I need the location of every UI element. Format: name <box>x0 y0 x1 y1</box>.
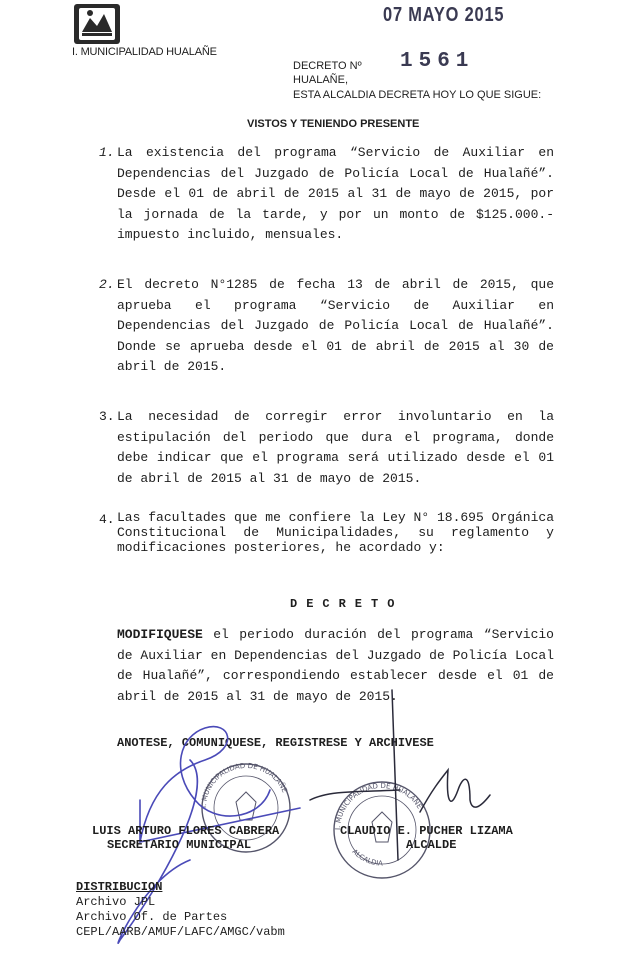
consideration-number: 2. <box>99 277 115 292</box>
decree-resolution <box>117 625 554 707</box>
secretary-name: LUIS ARTURO FLORES CABRERA <box>92 824 280 838</box>
decree-place: HUALAÑE, <box>293 74 349 86</box>
distribution-item: Archivo Of. de Partes <box>76 910 228 924</box>
consideration-text: La necesidad de corregir error involuntario en la estipulación del periodo que dura el programa, donde debe indicar que el programa será utilizado desde el 01 de abril de 2015 al 31 de mayo de 2015. <box>117 409 554 486</box>
decree-heading: DECRETO <box>290 597 404 611</box>
consideration-text: La existencia del programa “Servicio de Auxiliar en Dependencias del Juzgado de Policía Local de Hualañé”. Desde el 01 de abril de 2015 al 31 de mayo de 2015, por la jornada de la tarde, y por un monto de $125.000.- impuesto incluido, mensuales. <box>117 145 554 242</box>
distribution-item: CEPL/AARB/AMUF/LAFC/AMGC/vabm <box>76 925 285 939</box>
decree-body: el periodo duración del programa “Servicio de Auxiliar en Dependencias del Juzgado de Policía Local de Hualañé”, correspondiendo establecer desde el 01 de abril de 2015 al 31 de mayo de 2015. <box>117 627 554 704</box>
mayor-name: CLAUDIO E. PUCHER LIZAMA <box>340 824 513 838</box>
received-date-stamp: 07 MAYO 2015 <box>383 4 505 26</box>
municipality-name: I. MUNICIPALIDAD HUALAÑE <box>72 46 217 58</box>
left-seal-text: I. MUNICIPALIDAD DE HUALAÑE <box>199 761 289 809</box>
svg-text:I. MUNICIPALIDAD DE HUALAÑE <box>334 782 424 830</box>
mayor-title: ALCALDE <box>406 838 457 852</box>
consideration-text: El decreto N°1285 de fecha 13 de abril de 2015, que aprueba el programa “Servicio de Auxiliar en Dependencias del Juzgado de Policía Local de Hualañé”. Donde se aprueba desde el 01 de abril de 2015 al 30 de abril de 2015. <box>117 277 554 374</box>
consideration-number: 1. <box>99 145 115 160</box>
decree-number-value: 1561 <box>400 50 475 73</box>
considerations-heading: VISTOS Y TENIENDO PRESENTE <box>247 118 420 130</box>
decree-intro: ESTA ALCALDIA DECRETA HOY LO QUE SIGUE: <box>293 89 542 101</box>
consideration-number: 4. <box>99 512 115 527</box>
secretary-title: SECRETARIO MUNICIPAL <box>107 838 252 852</box>
consideration-number: 3. <box>99 409 115 424</box>
decree-closing: ANOTESE, COMUNIQUESE, REGISTRESE Y ARCHIVESE <box>117 736 434 750</box>
right-seal-text: I. MUNICIPALIDAD DE HUALAÑE <box>333 781 424 831</box>
decree-lead-word: MODIFIQUESE <box>117 627 203 642</box>
decree-number-label: DECRETO Nº <box>293 60 362 72</box>
right-seal-bottom-text: ALCALDIA <box>350 847 384 868</box>
distribution-heading: DISTRIBUCION <box>76 880 163 894</box>
consideration-text: Las facultades que me confiere la Ley N° 18.695 Orgánica Constitucional de Municipalidades, su reglamento y modificaciones posteriores, he acordado y: <box>117 510 554 555</box>
municipal-coat-of-arms-icon <box>70 2 124 46</box>
distribution-item: Archivo JPL <box>76 895 156 909</box>
svg-text:ALCALDIA <box>351 848 384 868</box>
svg-text:I. MUNICIPALIDAD DE HUALAÑE <box>200 762 289 808</box>
